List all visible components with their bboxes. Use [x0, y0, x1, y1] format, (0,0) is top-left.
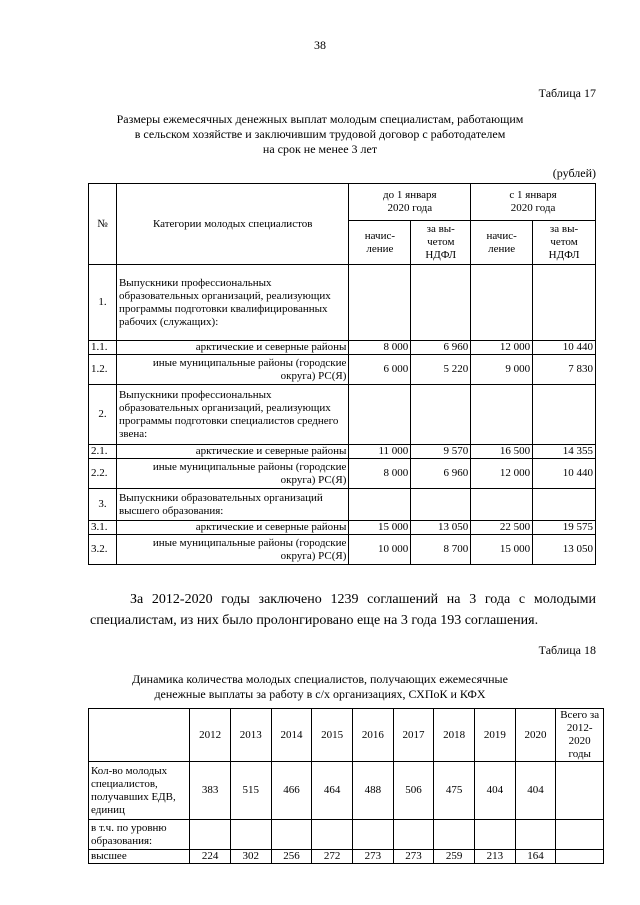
table-row [89, 385, 596, 445]
row-category: Выпускники образовательных организаций высшего образования: [116, 489, 348, 521]
table17-label: Таблица 17 [538, 86, 596, 100]
value-cell: 11 000 [349, 445, 411, 459]
year-header: 2014 [271, 709, 312, 762]
row-number: 2. [89, 385, 117, 445]
row-category: арктические и северные районы [116, 521, 348, 535]
header-number: № [89, 184, 117, 265]
value-cell: 9 000 [471, 355, 533, 385]
body-paragraph: За 2012-2020 годы заключено 1239 соглашений на 3 года с молодыми специалистам, из них было пролонгировано еще на 3 года 193 соглашения. [90, 592, 596, 628]
table-row [89, 459, 596, 489]
value-cell: 10 440 [533, 459, 596, 489]
year-header: 2012 [190, 709, 231, 762]
table18 [88, 708, 604, 864]
table17-title-line: в сельском хозяйстве и заключившим трудовой договор с работодателем [134, 127, 506, 141]
table-row [89, 850, 604, 864]
value-cell: 19 575 [533, 521, 596, 535]
value-cell: 213 [475, 850, 516, 864]
row-label: высшее [89, 850, 190, 864]
value-cell: 8 000 [349, 341, 411, 355]
value-cell: 10 000 [349, 535, 411, 565]
header-category: Категории молодых специалистов [116, 184, 348, 265]
row-number: 3.1. [89, 521, 117, 535]
value-cell: 164 [515, 850, 556, 864]
value-cell: 506 [393, 762, 434, 820]
table18-title-line: денежные выплаты за работу в с/х организациях, СХПоК и КФХ [154, 687, 486, 701]
table17-title-line: Размеры ежемесячных денежных выплат молодым специалистам, работающим [116, 112, 524, 126]
year-header: 2020 [515, 709, 556, 762]
value-cell: 22 500 [471, 521, 533, 535]
total-cell [556, 850, 604, 864]
value-cell: 256 [271, 850, 312, 864]
year-header: 2015 [312, 709, 353, 762]
row-category: иные муниципальные районы (городские округа) РС(Я) [116, 355, 348, 385]
value-cell: 475 [434, 762, 475, 820]
row-category: Выпускники профессиональных образовательных организаций, реализующих программы подготовки квалифицированных рабочих (служащих): [116, 265, 348, 341]
value-cell: 273 [352, 850, 393, 864]
year-header: 2017 [393, 709, 434, 762]
value-cell: 404 [475, 762, 516, 820]
row-number: 3. [89, 489, 117, 521]
header-after-tax: за вы- четом НДФЛ [411, 221, 471, 265]
table17 [88, 183, 596, 565]
table18-label: Таблица 18 [538, 643, 596, 657]
value-cell: 12 000 [471, 459, 533, 489]
table-row [89, 489, 596, 521]
table-row [89, 265, 596, 341]
value-cell: 6 000 [349, 355, 411, 385]
header-period-before-2020: до 1 января 2020 года [349, 184, 471, 221]
value-cell: 13 050 [533, 535, 596, 565]
row-category: иные муниципальные районы (городские округа) РС(Я) [116, 535, 348, 565]
value-cell: 515 [230, 762, 271, 820]
table18-title-line: Динамика количества молодых специалистов, получающих ежемесячные [132, 672, 508, 686]
table-row [89, 820, 604, 850]
row-number: 1.1. [89, 341, 117, 355]
table-row [89, 521, 596, 535]
value-cell: 15 000 [471, 535, 533, 565]
value-cell: 16 500 [471, 445, 533, 459]
table-row [89, 341, 596, 355]
header-after-tax: за вы- четом НДФЛ [533, 221, 596, 265]
value-cell: 273 [393, 850, 434, 864]
table-row [89, 445, 596, 459]
value-cell: 224 [190, 850, 231, 864]
value-cell: 404 [515, 762, 556, 820]
row-category: иные муниципальные районы (городские округа) РС(Я) [116, 459, 348, 489]
year-header: 2013 [230, 709, 271, 762]
total-cell [556, 762, 604, 820]
value-cell: 383 [190, 762, 231, 820]
value-cell: 9 570 [411, 445, 471, 459]
value-cell: 8 000 [349, 459, 411, 489]
value-cell: 5 220 [411, 355, 471, 385]
page-number: 38 [314, 38, 326, 52]
row-number: 1. [89, 265, 117, 341]
row-label: Кол-во молодых специалистов, получавших ЕДВ, единиц [89, 762, 190, 820]
year-header: 2018 [434, 709, 475, 762]
value-cell: 488 [352, 762, 393, 820]
value-cell: 302 [230, 850, 271, 864]
year-header: 2016 [352, 709, 393, 762]
row-label: в т.ч. по уровню образования: [89, 820, 190, 850]
row-category: арктические и северные районы [116, 341, 348, 355]
value-cell: 15 000 [349, 521, 411, 535]
row-category: Выпускники профессиональных образовательных организаций, реализующих программы подготовки специалистов среднего звена: [116, 385, 348, 445]
header-period-from-2020: с 1 января 2020 года [471, 184, 596, 221]
table-row [89, 355, 596, 385]
table17-title-line: на срок не менее 3 лет [262, 142, 378, 156]
value-cell: 6 960 [411, 341, 471, 355]
table-row [89, 762, 604, 820]
value-cell: 14 355 [533, 445, 596, 459]
table17-title [90, 112, 550, 157]
value-cell: 8 700 [411, 535, 471, 565]
table-row [89, 535, 596, 565]
header-accrual: начис- ление [471, 221, 533, 265]
row-number: 2.1. [89, 445, 117, 459]
row-category: арктические и северные районы [116, 445, 348, 459]
units-label: (рублей) [552, 166, 596, 180]
row-number: 3.2. [89, 535, 117, 565]
header-accrual: начис- ление [349, 221, 411, 265]
value-cell: 7 830 [533, 355, 596, 385]
value-cell: 10 440 [533, 341, 596, 355]
value-cell: 259 [434, 850, 475, 864]
total-header: Всего за 2012-2020 годы [556, 709, 604, 762]
value-cell: 12 000 [471, 341, 533, 355]
value-cell: 464 [312, 762, 353, 820]
value-cell: 272 [312, 850, 353, 864]
value-cell: 466 [271, 762, 312, 820]
value-cell: 6 960 [411, 459, 471, 489]
value-cell: 13 050 [411, 521, 471, 535]
table18-title [90, 672, 550, 702]
year-header: 2019 [475, 709, 516, 762]
row-number: 1.2. [89, 355, 117, 385]
header-blank [89, 709, 190, 762]
row-number: 2.2. [89, 459, 117, 489]
